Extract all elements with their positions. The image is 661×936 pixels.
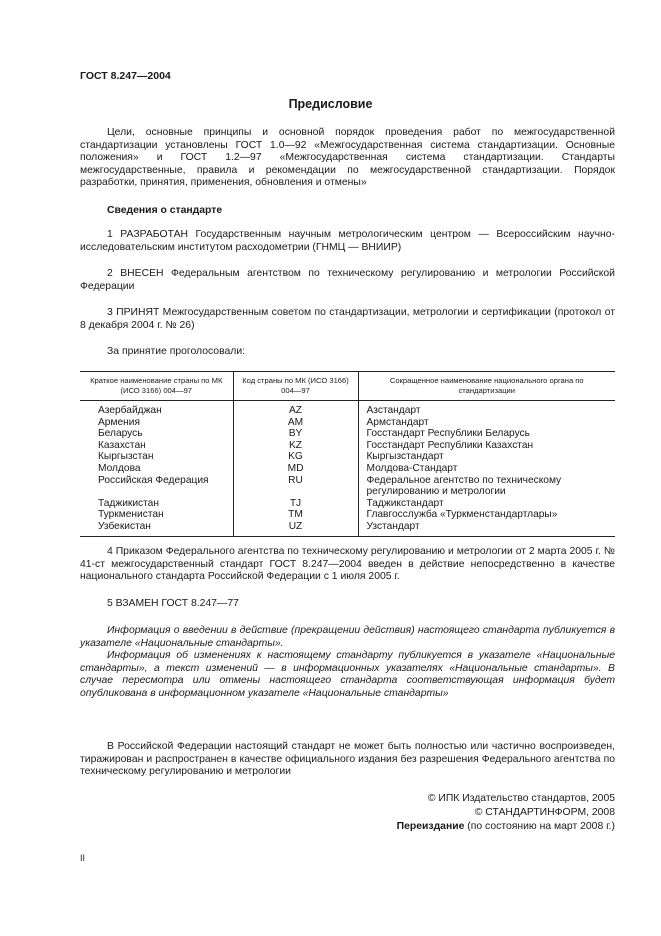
item-2: 2 ВНЕСЕН Федеральным агентством по техническому регулированию и метрологии Российской Федерации [80,268,615,292]
table-row [80,440,615,452]
body-cell: Молдова-Стандарт [358,463,615,475]
country-cell: Туркменистан [98,509,164,521]
body-cell: Таджикстандарт [358,498,615,510]
country-cell: Казахстан [98,439,146,451]
page-number: II [80,853,86,863]
table-row [80,463,615,475]
country-cell: Российская Федерация [98,474,209,486]
voted-label: За принятие проголосовали: [107,346,246,357]
code-cell: MD [233,463,358,475]
table-row [80,401,615,417]
page-title: Предисловие [288,97,373,111]
table-row [80,521,615,536]
reissue-line [397,821,615,834]
table-row [80,509,615,521]
body-cell: Армстандарт [358,417,615,429]
code-cell: KZ [233,440,358,452]
code-cell: UZ [233,521,358,536]
notice-introduction: Информация о введении в действие (прекращении действия) настоящего стандарта публикуется в указателе «Национальные стандарты». [80,625,615,649]
country-cell: Узбекистан [98,520,151,532]
code-cell: RU [233,475,358,498]
reissue-note: (по состоянию на март 2008 г.) [464,821,615,832]
body-cell: Госстандарт Республики Казахстан [358,440,615,452]
country-cell: Беларусь [98,428,143,440]
notice-changes: Информация об изменениях к настоящему стандарту публикуется в указателе «Национальные стандарты», а текст изменений — в информационных указателях «Национальные стандарты». В случае пересмотра или отмены настоящего стандарта соответствующая информация будет опубликована в информационном указателе «Национальные стандарты» [80,650,615,699]
country-cell: Таджикистан [98,497,159,509]
item-4: 4 Приказом Федерального агентства по техническому регулированию и метрологии от 2 марта 2005 г. № 41-ст межгосударственный стандарт ГОСТ 8.247—2004 введен в действие непосредственно в качестве национального стандарта Российской Федерации с 1 июля 2005 г. [80,546,615,582]
country-cell: Кыргызстан [98,451,154,463]
item-5: 5 ВЗАМЕН ГОСТ 8.247—77 [107,598,239,609]
body-cell: Узстандарт [358,521,615,536]
copyright-ipk: © ИПК Издательство стандартов, 2005 [427,793,615,804]
code-cell: AM [233,417,358,429]
country-cell: Азербайджан [98,405,162,416]
info-heading: Сведения о стандарте [107,205,223,216]
item-3: 3 ПРИНЯТ Межгосударственным советом по стандартизации, метрологии и сертификации (протокол от 8 декабря 2004 г. № 26) [80,307,615,331]
table-row [80,475,615,498]
code-cell: TM [233,509,358,521]
table-row [80,417,615,429]
body-cell: Федеральное агентство по техническому регулированию и метрологии [358,475,615,498]
table-row [80,428,615,440]
body-cell: Кыргызстандарт [358,451,615,463]
column-header-country: Краткое наименование страны по МК (ИСО 3166) 004—97 [80,372,233,401]
body-cell: Главгосслужба «Туркменстандартлары» [358,509,615,521]
code-cell: KG [233,451,358,463]
code-cell: TJ [233,498,358,510]
table-header-row [80,372,615,401]
intro-paragraph: Цели, основные принципы и основной порядок проведения работ по межгосударственной стандартизации установлены ГОСТ 1.0—92 «Межгосударственная система стандартизации. Основные положения» и ГОСТ 1.2—97 «Межгосударственная система стандартизации. Стандарты межгосударственные, правила и рекомендации по межгосударственной стандартизации. Порядок разработки, принятия, применения, обновления и отмены» [80,127,615,188]
code-cell: AZ [233,401,358,417]
copyright-standartinform: © СТАНДАРТИНФОРМ, 2008 [474,807,615,818]
country-cell: Армения [98,416,140,428]
rights-paragraph: В Российской Федерации настоящий стандарт не может быть полностью или частично воспроизведен, тиражирован и распространен в качестве официального издания без разрешения Федерального агентства по техническому регулированию и метрологии [80,741,615,777]
item-1: 1 РАЗРАБОТАН Государственным научным метрологическим центром — Всероссийским научно-исследовательским институтом расходометрии (ГНМЦ — ВНИИР) [80,229,615,253]
country-cell: Молдова [98,462,141,474]
voting-table [80,371,615,537]
body-cell: Госстандарт Республики Беларусь [358,428,615,440]
document-header: ГОСТ 8.247—2004 [80,70,171,82]
column-header-code: Код страны по МК (ИСО 3166) 004—97 [233,372,358,401]
table-row [80,451,615,463]
reissue-label: Переиздание [396,821,465,832]
column-header-body: Сокращенное наименование национального органа по стандартизации [358,372,615,401]
body-cell: Азстандарт [358,401,615,417]
code-cell: BY [233,428,358,440]
table-row [80,498,615,510]
